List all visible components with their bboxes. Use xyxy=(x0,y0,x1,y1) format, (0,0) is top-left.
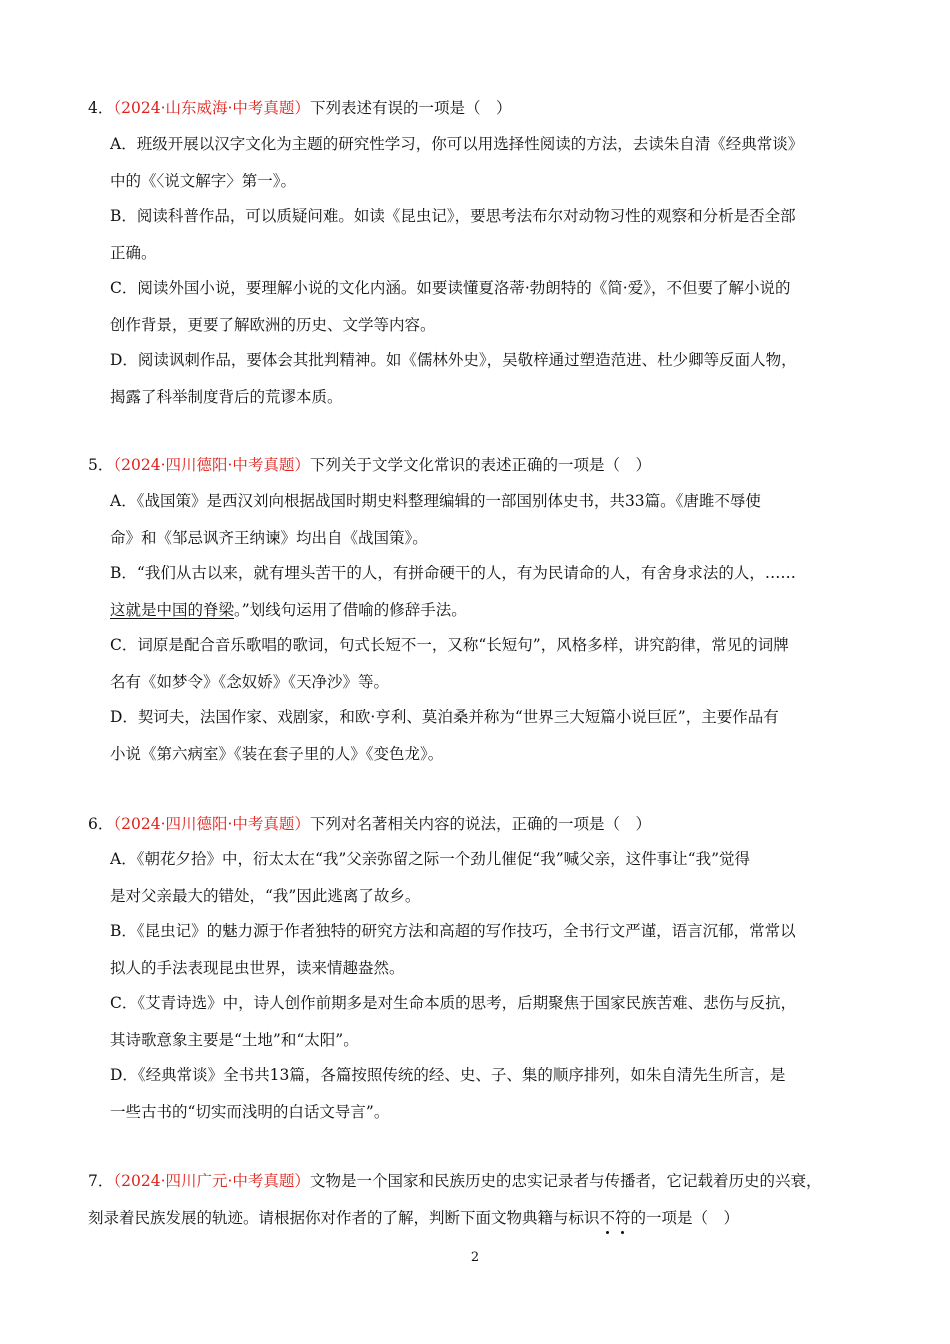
question-number: 6． xyxy=(88,815,114,833)
question-7-stem-line-2 xyxy=(88,1208,739,1228)
option-c-line-2: 创作背景，更要了解欧洲的历史、文学等内容。 xyxy=(110,316,436,334)
option-b-line-2 xyxy=(110,600,467,620)
option-c-line-1: C．《艾青诗选》中，诗人创作前期多是对生命本质的思考，后期聚焦于国家民族苦难、悲伤与反抗， xyxy=(110,994,797,1012)
option-a-line-1: A．《战国策》是西汉刘向根据战国时期史料整理编辑的一部国别体史书，共33篇。《唐雎不辱使 xyxy=(110,492,761,510)
option-b-line-1: B．阅读科普作品，可以质疑问难。如读《昆虫记》，要思考法布尔对动物习性的观察和分析是否全部 xyxy=(110,207,796,225)
question-4-stem xyxy=(88,98,511,118)
emphasis-character xyxy=(600,1209,616,1227)
option-c-line-2: 名有《如梦令》《念奴娇》《天净沙》等。 xyxy=(110,673,390,691)
option-b-line-2-rest: 。”划线句运用了借喻的修辞手法。 xyxy=(234,601,467,619)
question-prompt: 下列关于文学文化常识的表述正确的一项是（ ） xyxy=(309,456,651,474)
option-a-line-1: A．《朝花夕拾》中，衍太太在“我”父亲弥留之际一个劲儿催促“我”喊父亲，这件事让“我”觉得 xyxy=(110,850,750,868)
question-prompt-line-2-end: 的一项是（ ） xyxy=(630,1209,740,1227)
emphasis-dot xyxy=(606,1231,609,1234)
question-prompt-line-2: 刻录着民族发展的轨迹。请根据你对作者的了解，判断下面文物典籍与标识 xyxy=(88,1209,600,1227)
emphasis-dot xyxy=(621,1231,624,1234)
option-d-line-2: 一些古书的“切实而浅明的白话文导言”。 xyxy=(110,1103,390,1121)
question-number: 7． xyxy=(88,1172,114,1190)
emphasis-text: 不 xyxy=(599,1209,616,1227)
emphasis-character xyxy=(615,1209,631,1227)
question-source: （2024·山东威海·中考真题） xyxy=(113,99,310,117)
option-b-line-2: 拟人的手法表现昆虫世界，读来情趣盎然。 xyxy=(110,959,405,977)
question-7-stem xyxy=(88,1171,821,1191)
option-d-line-2: 揭露了科举制度背后的荒谬本质。 xyxy=(110,388,343,406)
emphasis-text: 符 xyxy=(615,1209,631,1227)
question-number: 4． xyxy=(88,99,114,117)
question-prompt: 下列对名著相关内容的说法，正确的一项是（ ） xyxy=(309,815,651,833)
question-6-stem xyxy=(88,814,651,834)
question-number: 5． xyxy=(88,456,114,474)
option-b-line-2: 正确。 xyxy=(110,244,157,262)
option-a-line-2: 中的《〈说文解字〉第一》。 xyxy=(110,172,297,190)
question-5-stem xyxy=(88,455,651,475)
page-number: 2 xyxy=(470,1250,480,1265)
question-source: （2024·四川德阳·中考真题） xyxy=(113,815,310,833)
option-a-line-2: 命》和《邹忌讽齐王纳谏》均出自《战国策》。 xyxy=(110,529,428,547)
option-a-line-2: 是对父亲最大的错处，“我”因此逃离了故乡。 xyxy=(110,887,421,905)
option-d-line-1: D．契诃夫，法国作家、戏剧家，和欧·亨利、莫泊桑并称为“世界三大短篇小说巨匠”，主要作品有 xyxy=(110,708,779,726)
question-source: （2024·四川德阳·中考真题） xyxy=(113,456,310,474)
option-a-line-1: A．班级开展以汉字文化为主题的研究性学习，你可以用选择性阅读的方法，去读朱自清《经典常谈》 xyxy=(110,135,804,153)
option-d-line-2: 小说《第六病室》《装在套子里的人》《变色龙》。 xyxy=(110,745,444,763)
question-source: （2024·四川广元·中考真题） xyxy=(113,1172,310,1190)
option-c-line-1: C．词原是配合音乐歌唱的歌词，句式长短不一，又称“长短句”，风格多样，讲究韵律，常见的词牌 xyxy=(110,636,789,654)
option-c-line-2: 其诗歌意象主要是“土地”和“太阳”。 xyxy=(110,1031,359,1049)
option-b-line-1: B．《昆虫记》的魅力源于作者独特的研究方法和高超的写作技巧，全书行文严谨，语言沉郁，常常以 xyxy=(110,922,796,940)
option-c-line-1: C．阅读外国小说，要理解小说的文化内涵。如要读懂夏洛蒂·勃朗特的《简·爱》，不但要了解小说的 xyxy=(110,279,791,297)
question-prompt: 下列表述有误的一项是（ ） xyxy=(309,99,512,117)
option-b-line-1: B．“我们从古以来，就有埋头苦干的人，有拼命硬干的人，有为民请命的人，有舍身求法的人，…… xyxy=(110,564,796,582)
question-prompt-line-1: 文物是一个国家和民族历史的忠实记录者与传播者，它记载着历史的兴衰， xyxy=(309,1172,822,1190)
underlined-sentence: 这就是中国的脊梁 xyxy=(110,601,235,619)
option-d-line-1: D．阅读讽刺作品，要体会其批判精神。如《儒林外史》，吴敬梓通过塑造范进、杜少卿等反面人物， xyxy=(110,351,797,369)
option-d-line-1: D．《经典常谈》全书共13篇，各篇按照传统的经、史、子、集的顺序排列，如朱自清先生所言，是 xyxy=(110,1066,786,1084)
